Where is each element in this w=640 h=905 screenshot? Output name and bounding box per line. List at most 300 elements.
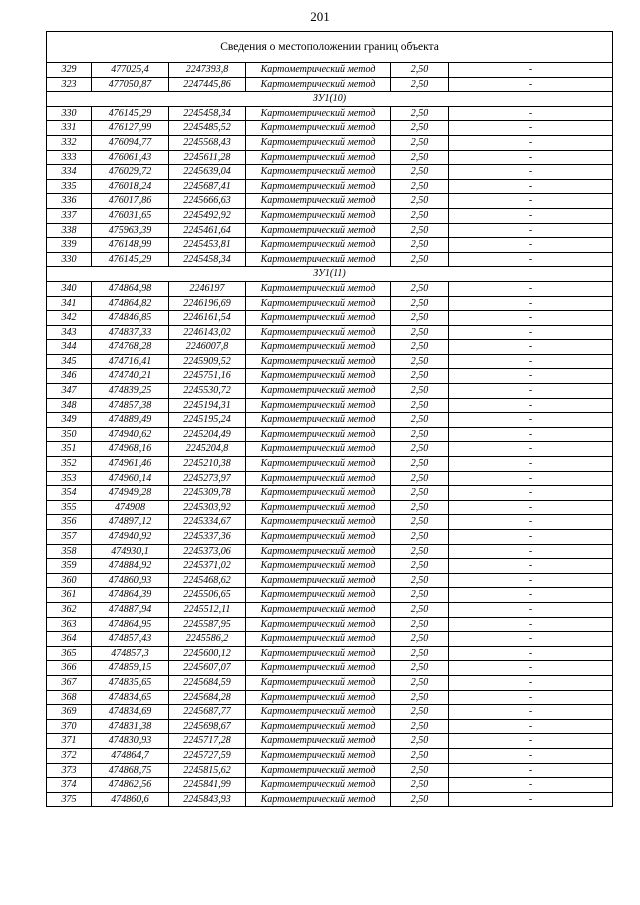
note: -: [449, 632, 613, 647]
point-number: 331: [47, 121, 92, 136]
table-row: [47, 179, 613, 194]
accuracy: 2,50: [391, 544, 449, 559]
method: Картометрический метод: [246, 457, 391, 472]
boundary-coordinates-table: [46, 31, 613, 807]
point-number: 334: [47, 165, 92, 180]
point-number: 337: [47, 208, 92, 223]
method: Картометрический метод: [246, 150, 391, 165]
note: -: [449, 413, 613, 428]
y-coordinate: 2245506,65: [169, 588, 246, 603]
table-row: [47, 588, 613, 603]
point-number: 332: [47, 135, 92, 150]
method: Картометрический метод: [246, 252, 391, 267]
x-coordinate: 474716,41: [92, 354, 169, 369]
point-number: 341: [47, 296, 92, 311]
x-coordinate: 474940,92: [92, 530, 169, 545]
note: -: [449, 427, 613, 442]
x-coordinate: 476061,43: [92, 150, 169, 165]
note: -: [449, 296, 613, 311]
accuracy: 2,50: [391, 106, 449, 121]
y-coordinate: 2245492,92: [169, 208, 246, 223]
method: Картометрический метод: [246, 544, 391, 559]
y-coordinate: 2245684,28: [169, 690, 246, 705]
y-coordinate: 2245204,8: [169, 442, 246, 457]
method: Картометрический метод: [246, 63, 391, 78]
x-coordinate: 474908: [92, 500, 169, 515]
method: Картометрический метод: [246, 734, 391, 749]
point-number: 375: [47, 792, 92, 807]
x-coordinate: 474835,65: [92, 675, 169, 690]
point-number: 368: [47, 690, 92, 705]
table-body: [47, 32, 613, 807]
accuracy: 2,50: [391, 121, 449, 136]
y-coordinate: 2245303,92: [169, 500, 246, 515]
note: -: [449, 238, 613, 253]
accuracy: 2,50: [391, 646, 449, 661]
table-row: [47, 457, 613, 472]
table-row: [47, 778, 613, 793]
point-number: 360: [47, 573, 92, 588]
y-coordinate: 2245373,06: [169, 544, 246, 559]
method: Картометрический метод: [246, 413, 391, 428]
y-coordinate: 2247445,86: [169, 77, 246, 92]
x-coordinate: 475963,39: [92, 223, 169, 238]
method: Картометрический метод: [246, 106, 391, 121]
y-coordinate: 2245204,49: [169, 427, 246, 442]
method: Картометрический метод: [246, 238, 391, 253]
x-coordinate: 474930,1: [92, 544, 169, 559]
point-number: 365: [47, 646, 92, 661]
table-row: [47, 471, 613, 486]
table-row: [47, 384, 613, 399]
x-coordinate: 474857,3: [92, 646, 169, 661]
x-coordinate: 474862,56: [92, 778, 169, 793]
point-number: 352: [47, 457, 92, 472]
method: Картометрический метод: [246, 354, 391, 369]
x-coordinate: 474889,49: [92, 413, 169, 428]
table-row: [47, 165, 613, 180]
y-coordinate: 2245468,62: [169, 573, 246, 588]
y-coordinate: 2245698,67: [169, 719, 246, 734]
x-coordinate: 476148,99: [92, 238, 169, 253]
accuracy: 2,50: [391, 632, 449, 647]
point-number: 364: [47, 632, 92, 647]
x-coordinate: 474834,69: [92, 705, 169, 720]
table-row: [47, 515, 613, 530]
y-coordinate: 2245371,02: [169, 559, 246, 574]
x-coordinate: 474968,16: [92, 442, 169, 457]
y-coordinate: 2245485,52: [169, 121, 246, 136]
x-coordinate: 474961,46: [92, 457, 169, 472]
section-row: [47, 267, 613, 282]
method: Картометрический метод: [246, 179, 391, 194]
point-number: 362: [47, 602, 92, 617]
accuracy: 2,50: [391, 427, 449, 442]
table-row: [47, 734, 613, 749]
y-coordinate: 2245687,77: [169, 705, 246, 720]
table-row: [47, 311, 613, 326]
accuracy: 2,50: [391, 63, 449, 78]
point-number: 355: [47, 500, 92, 515]
table-title-row: [47, 32, 613, 63]
accuracy: 2,50: [391, 442, 449, 457]
note: -: [449, 150, 613, 165]
note: -: [449, 515, 613, 530]
accuracy: 2,50: [391, 194, 449, 209]
note: -: [449, 690, 613, 705]
y-coordinate: 2245568,43: [169, 135, 246, 150]
x-coordinate: 474860,93: [92, 573, 169, 588]
table-row: [47, 792, 613, 807]
y-coordinate: 2245453,81: [169, 238, 246, 253]
note: -: [449, 544, 613, 559]
note: -: [449, 500, 613, 515]
method: Картометрический метод: [246, 442, 391, 457]
table-row: [47, 530, 613, 545]
y-coordinate: 2245687,41: [169, 179, 246, 194]
accuracy: 2,50: [391, 515, 449, 530]
y-coordinate: 2245458,34: [169, 106, 246, 121]
note: -: [449, 486, 613, 501]
accuracy: 2,50: [391, 165, 449, 180]
y-coordinate: 2245684,59: [169, 675, 246, 690]
y-coordinate: 2245461,64: [169, 223, 246, 238]
method: Картометрический метод: [246, 165, 391, 180]
point-number: 372: [47, 748, 92, 763]
note: -: [449, 121, 613, 136]
accuracy: 2,50: [391, 734, 449, 749]
method: Картометрический метод: [246, 325, 391, 340]
table-row: [47, 369, 613, 384]
accuracy: 2,50: [391, 150, 449, 165]
point-number: 373: [47, 763, 92, 778]
note: -: [449, 63, 613, 78]
note: -: [449, 617, 613, 632]
point-number: 371: [47, 734, 92, 749]
x-coordinate: 474830,93: [92, 734, 169, 749]
y-coordinate: 2245727,59: [169, 748, 246, 763]
method: Картометрический метод: [246, 208, 391, 223]
method: Картометрический метод: [246, 778, 391, 793]
note: -: [449, 778, 613, 793]
method: Картометрический метод: [246, 719, 391, 734]
note: -: [449, 705, 613, 720]
table-row: [47, 486, 613, 501]
table-row: [47, 559, 613, 574]
table-row: [47, 427, 613, 442]
y-coordinate: 2245334,67: [169, 515, 246, 530]
accuracy: 2,50: [391, 384, 449, 399]
point-number: 323: [47, 77, 92, 92]
note: -: [449, 340, 613, 355]
method: Картометрический метод: [246, 340, 391, 355]
accuracy: 2,50: [391, 486, 449, 501]
x-coordinate: 474837,33: [92, 325, 169, 340]
y-coordinate: 2245194,31: [169, 398, 246, 413]
y-coordinate: 2245586,2: [169, 632, 246, 647]
point-number: 333: [47, 150, 92, 165]
x-coordinate: 474859,15: [92, 661, 169, 676]
x-coordinate: 477050,87: [92, 77, 169, 92]
method: Картометрический метод: [246, 792, 391, 807]
x-coordinate: 474868,75: [92, 763, 169, 778]
point-number: 336: [47, 194, 92, 209]
x-coordinate: 474864,82: [92, 296, 169, 311]
table-title: Сведения о местоположении границ объекта: [47, 32, 613, 63]
table-row: [47, 208, 613, 223]
accuracy: 2,50: [391, 661, 449, 676]
point-number: 357: [47, 530, 92, 545]
section-label: ЗУ1(10): [47, 92, 613, 107]
x-coordinate: 476145,29: [92, 252, 169, 267]
y-coordinate: 2245666,63: [169, 194, 246, 209]
accuracy: 2,50: [391, 252, 449, 267]
x-coordinate: 474949,28: [92, 486, 169, 501]
point-number: 339: [47, 238, 92, 253]
table-row: [47, 150, 613, 165]
y-coordinate: 2245751,16: [169, 369, 246, 384]
note: -: [449, 398, 613, 413]
y-coordinate: 2246143,02: [169, 325, 246, 340]
x-coordinate: 474740,21: [92, 369, 169, 384]
method: Картометрический метод: [246, 588, 391, 603]
point-number: 344: [47, 340, 92, 355]
method: Картометрический метод: [246, 632, 391, 647]
method: Картометрический метод: [246, 296, 391, 311]
x-coordinate: 474860,6: [92, 792, 169, 807]
note: -: [449, 223, 613, 238]
method: Картометрический метод: [246, 281, 391, 296]
point-number: 366: [47, 661, 92, 676]
table-row: [47, 602, 613, 617]
method: Картометрический метод: [246, 223, 391, 238]
note: -: [449, 763, 613, 778]
table-row: [47, 281, 613, 296]
accuracy: 2,50: [391, 398, 449, 413]
table-row: [47, 763, 613, 778]
accuracy: 2,50: [391, 573, 449, 588]
table-row: [47, 413, 613, 428]
point-number: 329: [47, 63, 92, 78]
x-coordinate: 474897,12: [92, 515, 169, 530]
point-number: 338: [47, 223, 92, 238]
note: -: [449, 675, 613, 690]
point-number: 330: [47, 106, 92, 121]
method: Картометрический метод: [246, 646, 391, 661]
y-coordinate: 2246161,54: [169, 311, 246, 326]
y-coordinate: 2246007,8: [169, 340, 246, 355]
point-number: 351: [47, 442, 92, 457]
x-coordinate: 477025,4: [92, 63, 169, 78]
x-coordinate: 474884,92: [92, 559, 169, 574]
point-number: 347: [47, 384, 92, 399]
accuracy: 2,50: [391, 311, 449, 326]
x-coordinate: 474846,85: [92, 311, 169, 326]
note: -: [449, 194, 613, 209]
x-coordinate: 476018,24: [92, 179, 169, 194]
y-coordinate: 2245639,04: [169, 165, 246, 180]
y-coordinate: 2245512,11: [169, 602, 246, 617]
y-coordinate: 2245210,38: [169, 457, 246, 472]
x-coordinate: 476017,86: [92, 194, 169, 209]
point-number: 330: [47, 252, 92, 267]
y-coordinate: 2247393,8: [169, 63, 246, 78]
note: -: [449, 442, 613, 457]
table-row: [47, 675, 613, 690]
x-coordinate: 474831,38: [92, 719, 169, 734]
accuracy: 2,50: [391, 500, 449, 515]
table-row: [47, 77, 613, 92]
table-row: [47, 296, 613, 311]
method: Картометрический метод: [246, 369, 391, 384]
point-number: 354: [47, 486, 92, 501]
x-coordinate: 474839,25: [92, 384, 169, 399]
point-number: 345: [47, 354, 92, 369]
x-coordinate: 474940,62: [92, 427, 169, 442]
method: Картометрический метод: [246, 748, 391, 763]
accuracy: 2,50: [391, 602, 449, 617]
y-coordinate: 2245530,72: [169, 384, 246, 399]
accuracy: 2,50: [391, 281, 449, 296]
y-coordinate: 2245607,07: [169, 661, 246, 676]
point-number: 361: [47, 588, 92, 603]
note: -: [449, 179, 613, 194]
accuracy: 2,50: [391, 238, 449, 253]
accuracy: 2,50: [391, 208, 449, 223]
method: Картометрический метод: [246, 77, 391, 92]
section-label: ЗУ1(11): [47, 267, 613, 282]
accuracy: 2,50: [391, 325, 449, 340]
note: -: [449, 646, 613, 661]
table-row: [47, 223, 613, 238]
method: Картометрический метод: [246, 515, 391, 530]
point-number: 369: [47, 705, 92, 720]
point-number: 356: [47, 515, 92, 530]
accuracy: 2,50: [391, 354, 449, 369]
table-row: [47, 106, 613, 121]
note: -: [449, 530, 613, 545]
note: -: [449, 311, 613, 326]
x-coordinate: 476127,99: [92, 121, 169, 136]
x-coordinate: 476031,65: [92, 208, 169, 223]
point-number: 359: [47, 559, 92, 574]
accuracy: 2,50: [391, 617, 449, 632]
note: -: [449, 165, 613, 180]
y-coordinate: 2245611,28: [169, 150, 246, 165]
y-coordinate: 2245600,12: [169, 646, 246, 661]
method: Картометрический метод: [246, 398, 391, 413]
x-coordinate: 474864,39: [92, 588, 169, 603]
point-number: 349: [47, 413, 92, 428]
note: -: [449, 602, 613, 617]
note: -: [449, 281, 613, 296]
method: Картометрический метод: [246, 427, 391, 442]
table-row: [47, 705, 613, 720]
note: -: [449, 559, 613, 574]
note: -: [449, 734, 613, 749]
note: -: [449, 792, 613, 807]
note: -: [449, 252, 613, 267]
note: -: [449, 77, 613, 92]
note: -: [449, 719, 613, 734]
note: -: [449, 325, 613, 340]
method: Картометрический метод: [246, 573, 391, 588]
method: Картометрический метод: [246, 471, 391, 486]
table-row: [47, 63, 613, 78]
x-coordinate: 476145,29: [92, 106, 169, 121]
y-coordinate: 2245717,28: [169, 734, 246, 749]
note: -: [449, 471, 613, 486]
method: Картометрический метод: [246, 559, 391, 574]
page-number: 201: [310, 9, 330, 24]
table-row: [47, 252, 613, 267]
y-coordinate: 2245337,36: [169, 530, 246, 545]
table-row: [47, 194, 613, 209]
x-coordinate: 474857,38: [92, 398, 169, 413]
point-number: 363: [47, 617, 92, 632]
point-number: 358: [47, 544, 92, 559]
accuracy: 2,50: [391, 748, 449, 763]
accuracy: 2,50: [391, 778, 449, 793]
method: Картометрический метод: [246, 500, 391, 515]
table-row: [47, 398, 613, 413]
y-coordinate: 2245841,99: [169, 778, 246, 793]
y-coordinate: 2245587,95: [169, 617, 246, 632]
note: -: [449, 588, 613, 603]
method: Картометрический метод: [246, 486, 391, 501]
method: Картометрический метод: [246, 121, 391, 136]
x-coordinate: 476029,72: [92, 165, 169, 180]
note: -: [449, 135, 613, 150]
note: -: [449, 748, 613, 763]
section-row: [47, 92, 613, 107]
y-coordinate: 2246196,69: [169, 296, 246, 311]
y-coordinate: 2245458,34: [169, 252, 246, 267]
accuracy: 2,50: [391, 340, 449, 355]
x-coordinate: 474834,65: [92, 690, 169, 705]
note: -: [449, 384, 613, 399]
table-row: [47, 544, 613, 559]
table-row: [47, 632, 613, 647]
accuracy: 2,50: [391, 530, 449, 545]
accuracy: 2,50: [391, 296, 449, 311]
note: -: [449, 369, 613, 384]
accuracy: 2,50: [391, 471, 449, 486]
note: -: [449, 354, 613, 369]
method: Картометрический метод: [246, 194, 391, 209]
method: Картометрический метод: [246, 617, 391, 632]
method: Картометрический метод: [246, 135, 391, 150]
table-row: [47, 325, 613, 340]
method: Картометрический метод: [246, 384, 391, 399]
x-coordinate: 474864,98: [92, 281, 169, 296]
accuracy: 2,50: [391, 559, 449, 574]
table-row: [47, 573, 613, 588]
accuracy: 2,50: [391, 369, 449, 384]
table-row: [47, 354, 613, 369]
point-number: 370: [47, 719, 92, 734]
point-number: 335: [47, 179, 92, 194]
table-row: [47, 646, 613, 661]
table-row: [47, 719, 613, 734]
table-row: [47, 500, 613, 515]
table-row: [47, 238, 613, 253]
y-coordinate: 2245309,78: [169, 486, 246, 501]
note: -: [449, 106, 613, 121]
method: Картометрический метод: [246, 763, 391, 778]
accuracy: 2,50: [391, 705, 449, 720]
point-number: 374: [47, 778, 92, 793]
